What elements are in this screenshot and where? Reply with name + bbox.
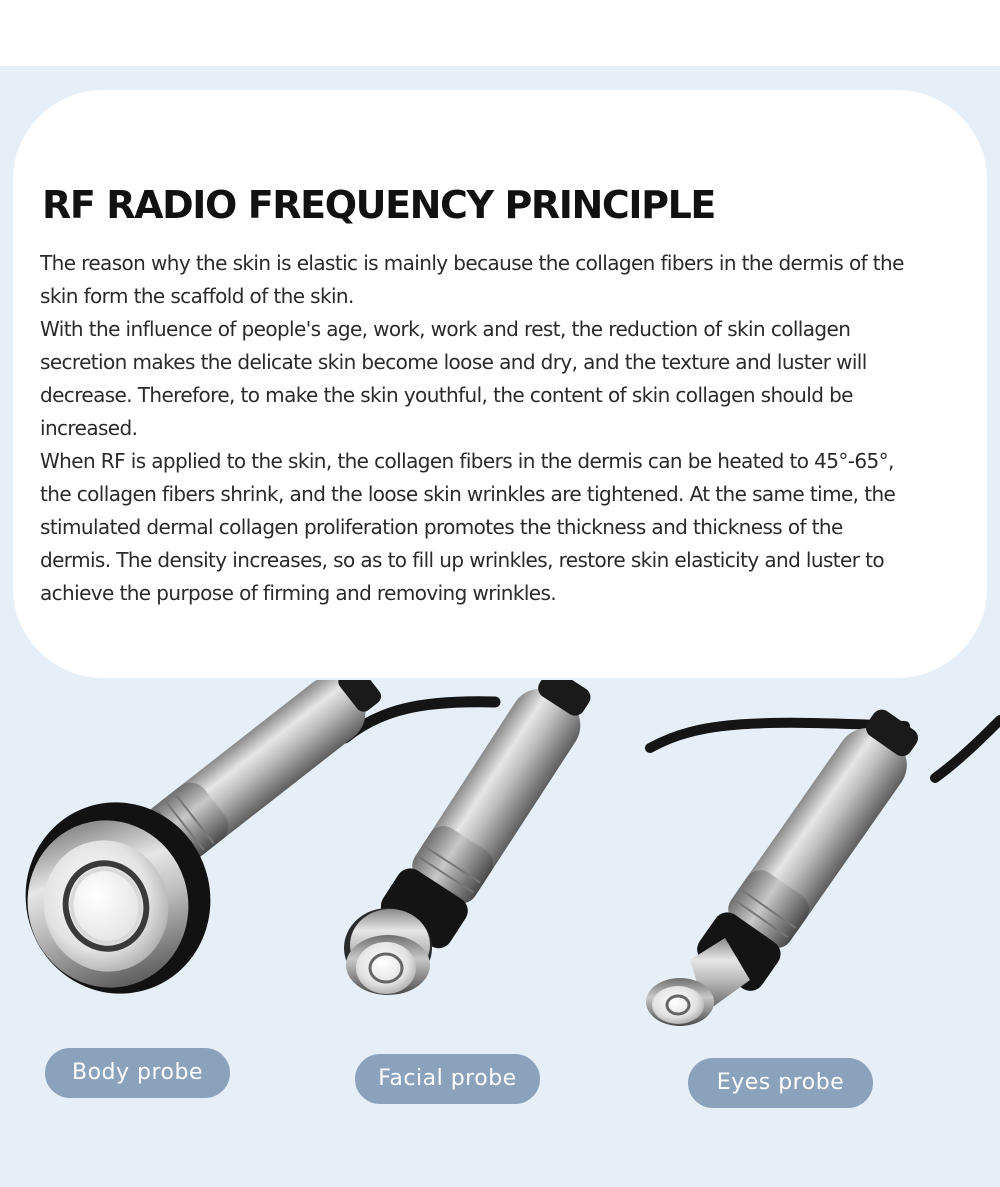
paragraph-line: With the influence of people's age, work, work and rest, the reduction of skin collagen: [40, 317, 851, 341]
paragraph-line: decrease. Therefore, to make the skin youthful, the content of skin collagen should be: [40, 383, 853, 407]
paragraph-line: achieve the purpose of firming and removing wrinkles.: [40, 581, 557, 605]
page-title: RF RADIO FREQUENCY PRINCIPLE: [42, 183, 715, 227]
eyes-probe-image: [646, 699, 1000, 1026]
paragraph-line: dermis. The density increases, so as to fill up wrinkles, restore skin elasticity and luster to: [40, 548, 884, 572]
eyes-probe-label: Eyes probe: [688, 1058, 873, 1108]
paragraph-line: The reason why the skin is elastic is mainly because the collagen fibers in the dermis of the: [40, 251, 904, 275]
paragraph-line: increased.: [40, 416, 138, 440]
paragraph-line: the collagen fibers shrink, and the loose skin wrinkles are tightened. At the same time, the: [40, 482, 896, 506]
principle-paragraph: [40, 247, 970, 610]
paragraph-line: stimulated dermal collagen proliferation promotes the thickness and thickness of the: [40, 515, 843, 539]
body-probe-label: Body probe: [45, 1048, 230, 1098]
paragraph-line: When RF is applied to the skin, the collagen fibers in the dermis can be heated to 45°-65°,: [40, 449, 894, 473]
facial-probe-label: Facial probe: [355, 1054, 540, 1104]
paragraph-line: secretion makes the delicate skin become loose and dry, and the texture and luster will: [40, 350, 867, 374]
probes-illustration: [0, 680, 1000, 1060]
paragraph-line: skin form the scaffold of the skin.: [40, 284, 354, 308]
